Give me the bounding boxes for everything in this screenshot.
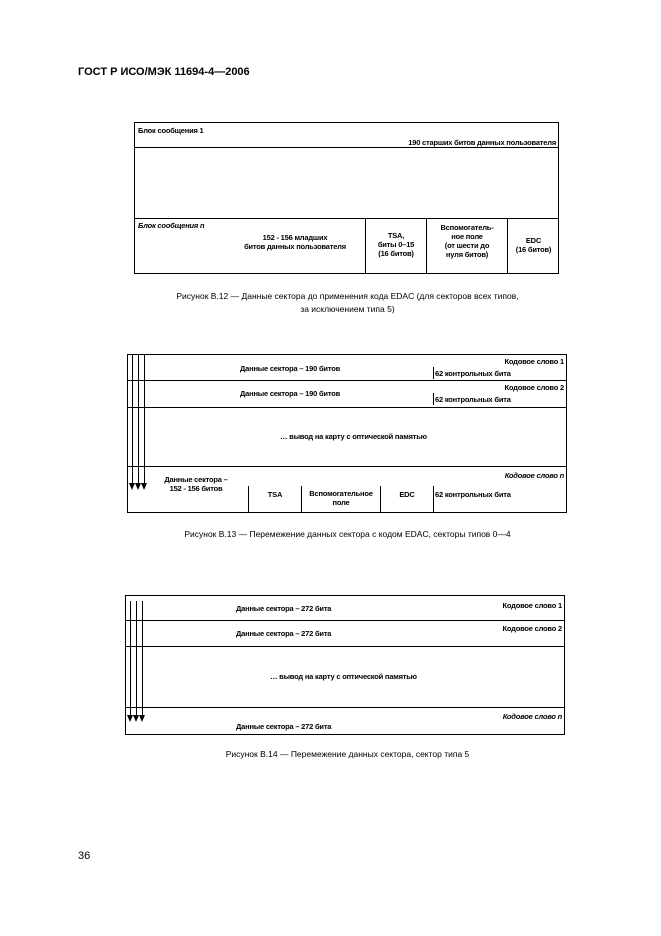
divider (126, 707, 564, 708)
divider (135, 147, 558, 148)
arrow-line (132, 355, 133, 483)
edc-cell: EDC (399, 490, 415, 499)
rown-codeword: Кодовое слово n (502, 712, 562, 721)
block1-data: 190 старших битов данных пользователя (408, 138, 556, 147)
aux-line: ное поле (451, 232, 483, 241)
row1-codeword: Кодовое слово 1 (504, 357, 564, 366)
aux-field-cell (302, 489, 380, 507)
block1-label: Блок сообщения 1 (138, 126, 204, 135)
figure-b14 (125, 595, 565, 735)
aux-line: Вспомогательное (309, 489, 373, 498)
row2-data: Данные сектора – 190 битов (240, 389, 340, 398)
figure-b12 (134, 122, 559, 274)
arrow-line (130, 601, 131, 715)
edc-line: (16 битов) (515, 245, 552, 254)
document-header: ГОСТ Р ИСО/МЭК 11694-4—2006 (78, 66, 250, 78)
aux-line: (от шести до (444, 241, 490, 250)
figure-b14-caption: Рисунок В.14 — Перемежение данных сектора, сектор типа 5 (225, 749, 470, 759)
divider (126, 620, 564, 621)
aux-field-cell (427, 223, 507, 259)
blockn-data (230, 233, 360, 251)
rown-data-line: 152 - 156 битов (169, 484, 223, 493)
arrow-line (136, 601, 137, 715)
caption-line: Рисунок В.12 — Данные сектора до применения кода EDAC (для секторов всех типов, (176, 291, 519, 301)
row2-codeword: Кодовое слово 2 (504, 383, 564, 392)
divider (135, 218, 558, 219)
middle-text: … вывод на карту с оптической памятью (280, 432, 427, 441)
figure-b12-caption (100, 290, 595, 316)
divider (126, 646, 564, 647)
edc-cell (508, 236, 559, 254)
arrow-line (142, 601, 143, 715)
tsa-line: биты 0–15 (377, 240, 415, 249)
arrow-line (144, 355, 145, 483)
arrow-head-icon (141, 483, 147, 490)
tsa-line: TSA, (387, 231, 405, 240)
row1-data: Данные сектора – 190 битов (240, 364, 340, 373)
aux-line: Вспомогатель- (440, 223, 494, 232)
aux-line: нуля битов) (445, 250, 489, 259)
row1-check: 62 контрольных бита (435, 369, 511, 378)
rown-codeword: Кодовое слово n (504, 471, 564, 480)
row1-codeword: Кодовое слово 1 (502, 601, 562, 610)
divider (128, 466, 566, 467)
blockn-data-line: битов данных пользователя (244, 242, 346, 251)
edc-line: EDC (525, 236, 542, 245)
middle-text: … вывод на карту с оптической памятью (270, 672, 417, 681)
page-number: 36 (78, 850, 91, 862)
arrow-line (138, 355, 139, 483)
divider (128, 380, 566, 381)
divider (128, 407, 566, 408)
caption-line: за исключением типа 5) (300, 304, 395, 314)
rown-check: 62 контрольных бита (435, 490, 511, 499)
arrow-head-icon (139, 715, 145, 722)
row2-codeword: Кодовое слово 2 (502, 624, 562, 633)
rown-data (148, 475, 244, 493)
rown-data: Данные сектора – 272 бита (236, 722, 332, 731)
figure-b13 (127, 354, 567, 513)
blockn-label: Блок сообщения n (138, 221, 205, 230)
aux-line: поле (332, 498, 350, 507)
blockn-data-line: 152 - 156 младших (262, 233, 328, 242)
tsa-line: (16 битов) (378, 249, 414, 258)
tsa-cell: TSA (267, 490, 283, 499)
tsa-cell (366, 231, 426, 258)
rown-data-line: Данные сектора – (164, 475, 228, 484)
row2-data: Данные сектора – 272 бита (236, 629, 332, 638)
row2-check: 62 контрольных бита (435, 395, 511, 404)
row1-data: Данные сектора – 272 бита (236, 604, 332, 613)
figure-b13-caption: Рисунок В.13 — Перемежение данных сектора с кодом EDAC, секторы типов 0—4 (184, 529, 511, 539)
